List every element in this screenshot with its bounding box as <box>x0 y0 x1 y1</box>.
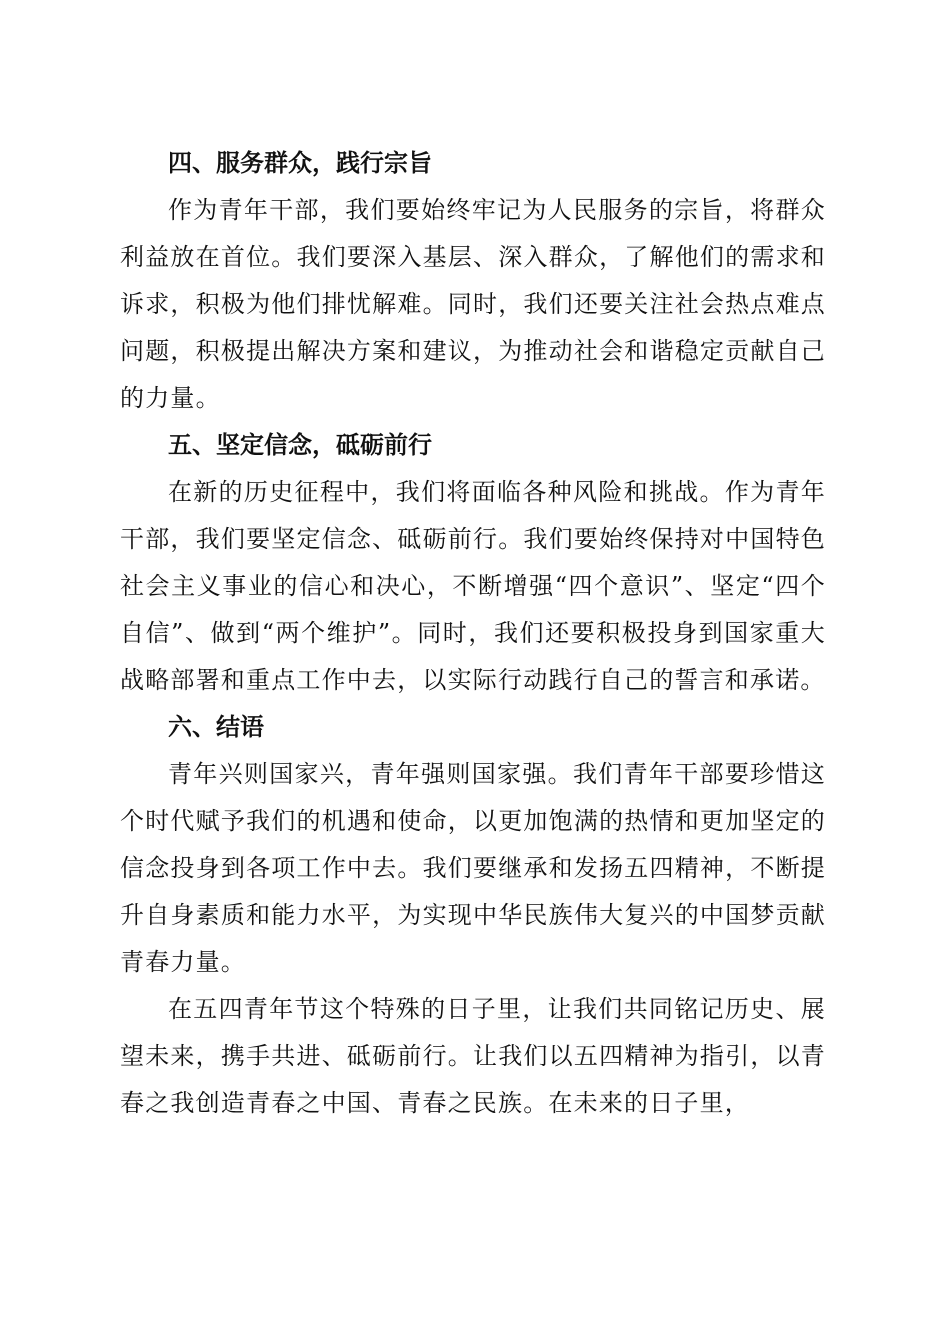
section-6-paragraph-2: 在五四青年节这个特殊的日子里，让我们共同铭记历史、展望未来，携手共进、砥砺前行。让我们以五四精神为指引，以青春之我创造青春之中国、青春之民族。在未来的日子里， <box>120 995 826 1117</box>
section-4-paragraph-1: 作为青年干部，我们要始终牢记为人民服务的宗旨，将群众利益放在首位。我们要深入基层、深入群众，了解他们的需求和诉求，积极为他们排忧解难。同时，我们还要关注社会热点难点问题，积极提出解决方案和建议，为推动社会和谐稳定贡献自己的力量。 <box>120 196 826 412</box>
section-heading-4: 四、服务群众，践行宗旨 <box>168 149 432 177</box>
section-heading-6: 六、结语 <box>168 713 264 741</box>
section-5-paragraph-1: 在新的历史征程中，我们将面临各种风险和挑战。作为青年干部，我们要坚定信念、砥砺前行。我们要始终保持对中国特色社会主义事业的信心和决心，不断增强“四个意识”、坚定“四个自信”、做到“两个维护”。同时，我们还要积极投身到国家重大战略部署和重点工作中去，以实际行动践行自己的誓言和承诺。 <box>120 478 826 694</box>
document-body <box>120 140 826 1127</box>
section-6-paragraph-1: 青年兴则国家兴，青年强则国家强。我们青年干部要珍惜这个时代赋予我们的机遇和使命，以更加饱满的热情和更加坚定的信念投身到各项工作中去。我们要继承和发扬五四精神，不断提升自身素质和能力水平，为实现中华民族伟大复兴的中国梦贡献青春力量。 <box>120 760 826 976</box>
section-heading-5: 五、坚定信念，砥砺前行 <box>168 431 432 459</box>
